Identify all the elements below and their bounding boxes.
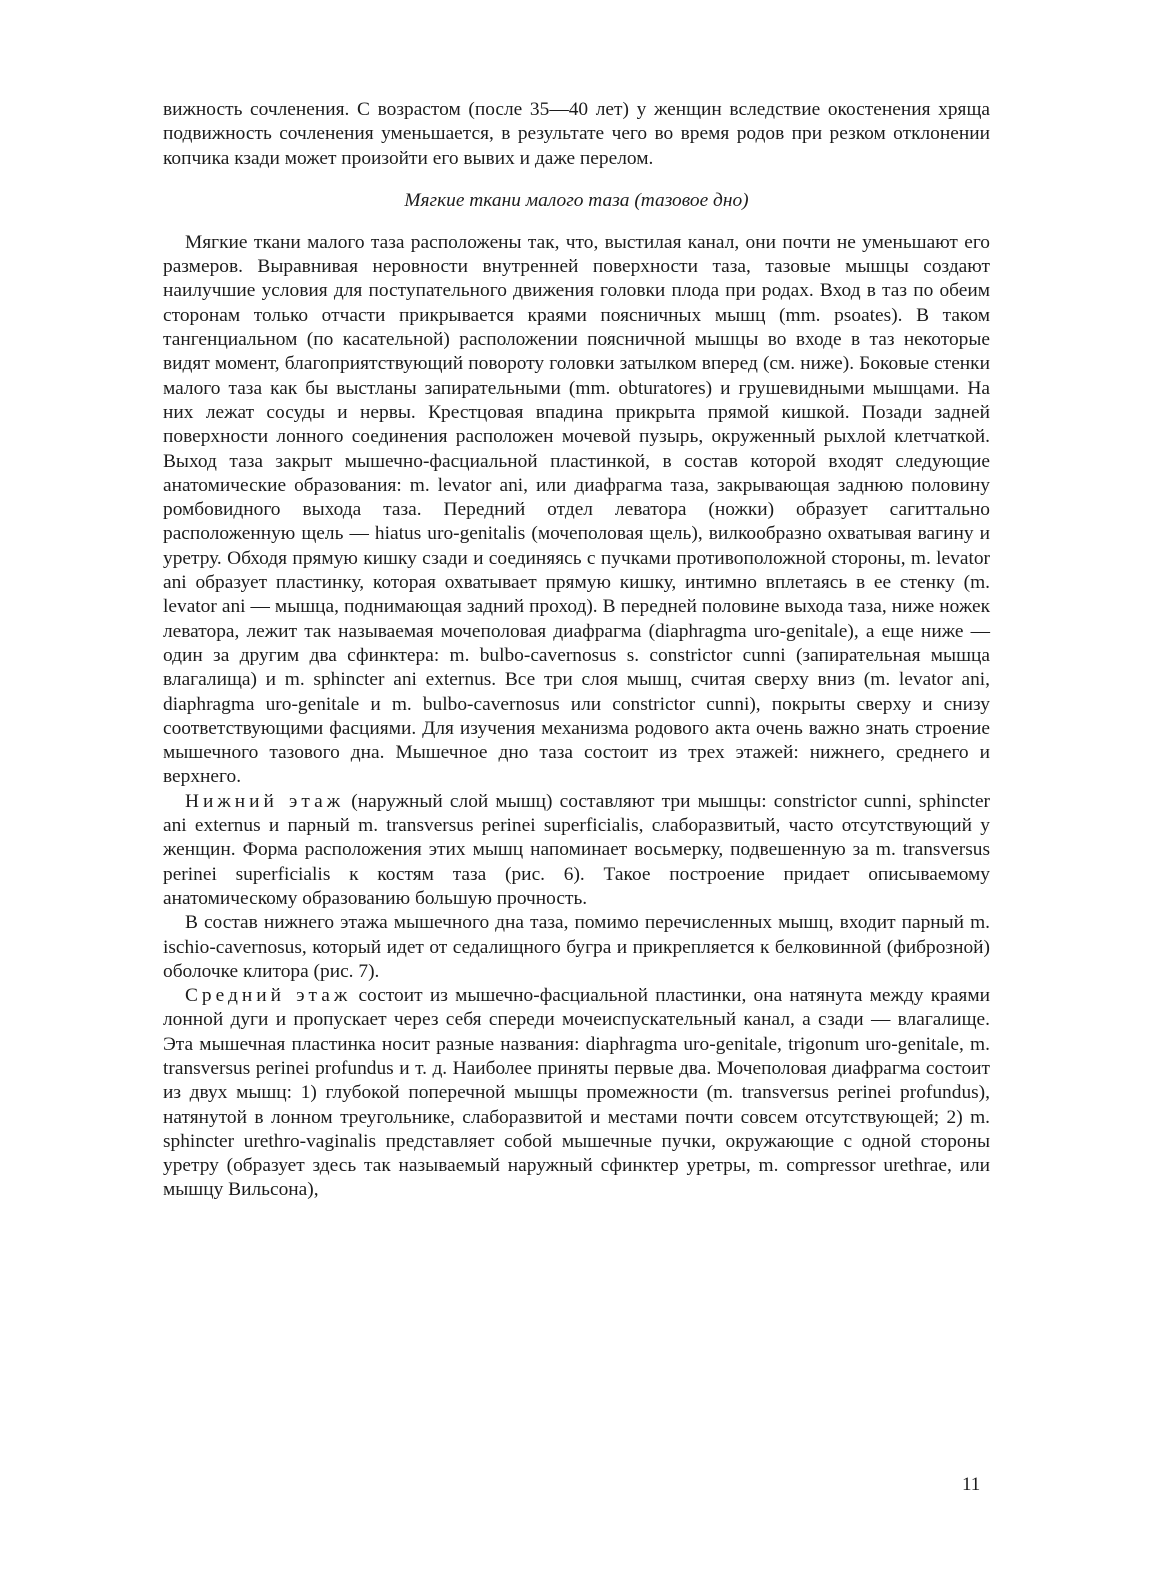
paragraph-middle-floor: [163, 984, 990, 1203]
paragraph-ischio-cavernosus: В состав нижнего этажа мышечного дна таза, помимо перечисленных мышц, входит парный m. ischio-cavernosus, который идет от седалищного бугра и прикрепляется к белковинной (фиброзной) оболочке клитора (рис. 7).: [163, 912, 990, 982]
lower-floor-text: (наружный слой мышц) составляют три мышцы: constrictor cunni, sphincter ani externus и парный m. transversus perinei superficialis, слаборазвитый, часто отсутствующий у женщин. Форма расположения этих мышц напоминает восьмерку, подвешенную за m. transversus perinei superficialis к костям таза (рис. 6). Такое построение придает описываемому анатомическому образованию большую прочность.: [163, 790, 991, 909]
paragraph-soft-tissues: Мягкие ткани малого таза расположены так, что, выстилая канал, они почти не уменьшают его размеров. Выравнивая неровности внутренней поверхности таза, тазовые мышцы создают наилучшие условия для поступательного движения головки плода при родах. Вход в таз по обеим сторонам только отчасти прикрывается краями поясничных мышц (mm. psoates). В таком тангенциальном (по касательной) расположении поясничной мышцы во входе в таз некоторые видят момент, благоприятствующий повороту головки затылком вперед (см. ниже). Боковые стенки малого таза как бы выстланы запирательными (mm. obturatores) и грушевидными мышцами. На них лежат сосуды и нервы. Крестцовая впадина прикрыта прямой кишкой. Позади задней поверхности лонного соединения расположен мочевой пузырь, окруженный рыхлой клетчаткой. Выход таза закрыт мышечно-фасциальной пластинкой, в состав которой входят следующие анатомические образования: m. levator ani, или диафрагма таза, закрывающая заднюю половину ромбовидного выхода таза. Передний отдел леватора (ножки) образует сагиттально расположенную щель — hiatus uro-genitalis (мочеполовая щель), вилкообразно охватывая вагину и уретру. Обходя прямую кишку сзади и соединяясь с пучками противоположной стороны, m. levator ani образует пластинку, которая охватывает прямую кишку, интимно вплетаясь в ее стенку (m. levator ani — мышца, поднимающая задний проход). В передней половине выхода таза, ниже ножек леватора, лежит так называемая мочеполовая диафрагма (diaphragma uro-genitale), а еще ниже — один за другим два сфинктера: m. bulbo-cavernosus s. constrictor cunni (запирательная мышца влагалища) и m. sphincter ani externus. Все три слоя мышц, считая сверху вниз (m. levator ani, diaphragma uro-genitale и m. bulbo-cavernosus или constrictor cunni), покрыты сверху и снизу соответствующими фасциями. Для изучения механизма родового акта очень важно знать строение мышечного тазового дна. Мышечное дно таза состоит из трех этажей: нижнего, среднего и верхнего.: [163, 231, 990, 788]
section-title: Мягкие ткани малого таза (тазовое дно): [404, 189, 749, 211]
lower-floor-lead: Нижний этаж: [185, 790, 345, 812]
intro-paragraph: вижность сочленения. С возрастом (после 35—40 лет) у женщин вследствие окостенения хряща подвижность сочленения уменьшается, в результате чего во время родов при резком отклонении копчика кзади может произойти его вывих и даже перелом.: [163, 99, 990, 169]
page-number: 11: [962, 1474, 981, 1495]
page-body: [163, 98, 990, 1203]
paragraph-lower-floor: [163, 790, 990, 911]
middle-floor-lead: Средний этаж: [185, 985, 352, 1007]
middle-floor-text: состоит из мышечно-фасциальной пластинки, она натянута между краями лонной дуги и пропускает через себя спереди мочеиспускательный канал, а сзади — влагалище. Эта мышечная пластинка носит разные названия: diaphragma uro-genitale, trigonum uro-genitale, m. transversus perinei profundus и т. д. Наиболее приняты первые два. Мочеполовая диафрагма состоит из двух мышц: 1) глубокой поперечной мышцы промежности (m. transversus perinei profundus), натянутой в лонном треугольнике, слаборазвитой и местами почти совсем отсутствующей; 2) m. sphincter urethro-vaginalis представляет собой мышечные пучки, окружающие с одной стороны уретру (образует здесь так называемый наружный сфинктер уретры, m. compressor urethrae, или мышцу Вильсона),: [163, 985, 990, 1201]
